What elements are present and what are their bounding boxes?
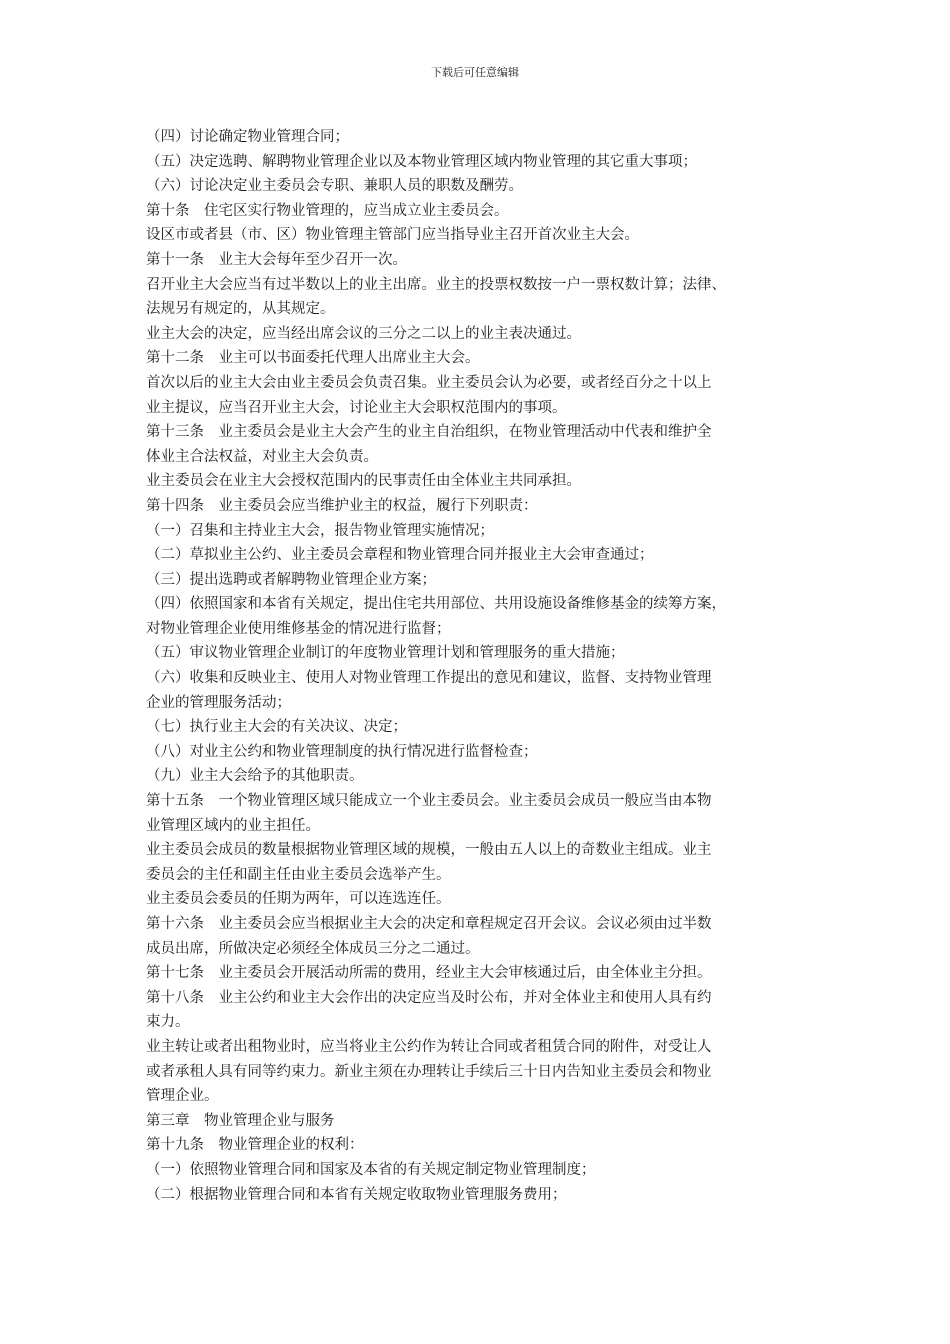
paragraph bbox=[146, 887, 811, 912]
paragraph-line: 束力。 bbox=[146, 1014, 190, 1031]
paragraph-line: 业主大会的决定，应当经出席会议的三分之二以上的业主表决通过。 bbox=[146, 325, 581, 342]
paragraph bbox=[146, 469, 811, 494]
paragraph-line: 召开业主大会应当有过半数以上的业主出席。业主的投票权数按一户一票权数计算；法律、 bbox=[146, 276, 726, 293]
paragraph-line: 业主转让或者出租物业时，应当将业主公约作为转让合同或者租赁合同的附件，对受让人 bbox=[146, 1038, 712, 1055]
paragraph-line: 委员会的主任和副主任由业主委员会选举产生。 bbox=[146, 866, 451, 883]
paragraph bbox=[146, 912, 811, 961]
paragraph bbox=[146, 125, 811, 150]
paragraph-line: （三）提出选聘或者解聘物业管理企业方案； bbox=[146, 571, 436, 588]
paragraph bbox=[146, 740, 811, 765]
paragraph bbox=[146, 1158, 811, 1183]
paragraph-line: 第十条 住宅区实行物业管理的，应当成立业主委员会。 bbox=[146, 202, 509, 219]
paragraph-line: 第十八条 业主公约和业主大会作出的决定应当及时公布，并对全体业主和使用人具有约 bbox=[146, 989, 712, 1006]
paragraph bbox=[146, 961, 811, 986]
paragraph bbox=[146, 789, 811, 838]
paragraph-line: （九）业主大会给予的其他职责。 bbox=[146, 768, 364, 785]
paragraph-line: 业主委员会成员的数量根据物业管理区域的规模，一般由五人以上的奇数业主组成。业主 bbox=[146, 842, 712, 859]
paragraph bbox=[146, 641, 811, 666]
paragraph-line: 管理企业。 bbox=[146, 1088, 219, 1105]
paragraph-line: 体业主合法权益，对业主大会负责。 bbox=[146, 448, 378, 465]
paragraph bbox=[146, 346, 811, 371]
paragraph-line: 业主提议，应当召开业主大会，讨论业主大会职权范围内的事项。 bbox=[146, 399, 567, 416]
paragraph-line: （一）召集和主持业主大会，报告物业管理实施情况； bbox=[146, 522, 494, 539]
paragraph bbox=[146, 592, 811, 641]
paragraph-line: 第十五条 一个物业管理区域只能成立一个业主委员会。业主委员会成员一般应当由本物 bbox=[146, 793, 712, 810]
paragraph-line: 首次以后的业主大会由业主委员会负责召集。业主委员会认为必要，或者经百分之十以上 bbox=[146, 374, 712, 391]
paragraph-line: 第十四条 业主委员会应当维护业主的权益，履行下列职责： bbox=[146, 497, 538, 514]
paragraph-line: 第三章 物业管理企业与服务 bbox=[146, 1112, 335, 1129]
paragraph-line: （二）根据物业管理合同和本省有关规定收取物业管理服务费用； bbox=[146, 1186, 567, 1203]
paragraph bbox=[146, 199, 811, 224]
paragraph bbox=[146, 666, 811, 715]
paragraph-line: （八）对业主公约和物业管理制度的执行情况进行监督检查； bbox=[146, 743, 538, 760]
page-header: 下载后可任意编辑 bbox=[431, 66, 519, 79]
paragraph bbox=[146, 1109, 811, 1134]
paragraph bbox=[146, 1183, 811, 1208]
paragraph bbox=[146, 543, 811, 568]
paragraph bbox=[146, 322, 811, 347]
paragraph bbox=[146, 371, 811, 420]
paragraph-line: （六）收集和反映业主、使用人对物业管理工作提出的意见和建议，监督、支持物业管理 bbox=[146, 670, 712, 687]
paragraph bbox=[146, 494, 811, 519]
paragraph-line: 法规另有规定的，从其规定。 bbox=[146, 301, 335, 318]
paragraph bbox=[146, 223, 811, 248]
paragraph bbox=[146, 174, 811, 199]
paragraph bbox=[146, 986, 811, 1035]
paragraph bbox=[146, 715, 811, 740]
paragraph-line: 企业的管理服务活动； bbox=[146, 694, 291, 711]
paragraph-line: （一）依照物业管理合同和国家及本省的有关规定制定物业管理制度； bbox=[146, 1161, 596, 1178]
paragraph-line: 第十九条 物业管理企业的权利： bbox=[146, 1137, 364, 1154]
paragraph bbox=[146, 273, 811, 322]
paragraph bbox=[146, 1133, 811, 1158]
paragraph-line: 设区市或者县（市、区）物业管理主管部门应当指导业主召开首次业主大会。 bbox=[146, 227, 639, 244]
paragraph bbox=[146, 764, 811, 789]
document-body bbox=[146, 125, 811, 1207]
paragraph bbox=[146, 519, 811, 544]
paragraph-line: 业主委员会在业主大会授权范围内的民事责任由全体业主共同承担。 bbox=[146, 473, 581, 490]
paragraph-line: （六）讨论决定业主委员会专职、兼职人员的职数及酬劳。 bbox=[146, 178, 523, 195]
paragraph bbox=[146, 420, 811, 469]
paragraph-line: 或者承租人具有同等约束力。新业主须在办理转让手续后三十日内告知业主委员会和物业 bbox=[146, 1063, 712, 1080]
paragraph-line: 第十三条 业主委员会是业主大会产生的业主自治组织，在物业管理活动中代表和维护全 bbox=[146, 424, 712, 441]
paragraph-line: 第十七条 业主委员会开展活动所需的费用，经业主大会审核通过后，由全体业主分担。 bbox=[146, 965, 712, 982]
paragraph bbox=[146, 838, 811, 887]
paragraph-line: 成员出席，所做决定必须经全体成员三分之二通过。 bbox=[146, 940, 480, 957]
paragraph-line: 业主委员会委员的任期为两年，可以连选连任。 bbox=[146, 891, 451, 908]
paragraph bbox=[146, 568, 811, 593]
paragraph-line: 第十二条 业主可以书面委托代理人出席业主大会。 bbox=[146, 350, 480, 367]
paragraph-line: （七）执行业主大会的有关决议、决定； bbox=[146, 719, 407, 736]
paragraph bbox=[146, 150, 811, 175]
paragraph-line: 第十六条 业主委员会应当根据业主大会的决定和章程规定召开会议。会议必须由过半数 bbox=[146, 916, 712, 932]
paragraph-line: （四）依照国家和本省有关规定，提出住宅共用部位、共用设施设备维修基金的续筹方案， bbox=[146, 596, 726, 613]
paragraph-line: 业管理区域内的业主担任。 bbox=[146, 817, 320, 834]
paragraph-line: （五）决定选聘、解聘物业管理企业以及本物业管理区域内物业管理的其它重大事项； bbox=[146, 153, 697, 170]
paragraph-line: （二）草拟业主公约、业主委员会章程和物业管理合同并报业主大会审查通过； bbox=[146, 547, 654, 564]
paragraph-line: 对物业管理企业使用维修基金的情况进行监督； bbox=[146, 620, 451, 637]
paragraph-line: （四）讨论确定物业管理合同； bbox=[146, 129, 349, 145]
paragraph-line: （五）审议物业管理企业制订的年度物业管理计划和管理服务的重大措施； bbox=[146, 645, 625, 662]
paragraph-line: 第十一条 业主大会每年至少召开一次。 bbox=[146, 251, 407, 268]
paragraph bbox=[146, 248, 811, 273]
paragraph bbox=[146, 1035, 811, 1109]
